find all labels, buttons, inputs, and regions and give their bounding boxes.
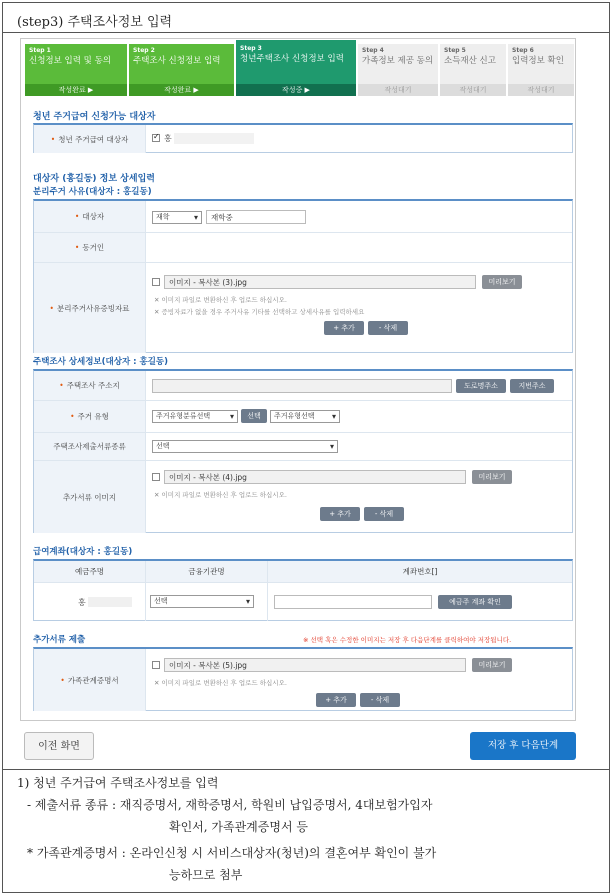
step-number: Step 3 (240, 45, 262, 52)
extra-image-note: ✕ 이미지 파일로 변환하신 후 업로드 하십시오. (154, 491, 287, 499)
cohabit-label: 동거인 (82, 243, 105, 252)
housing-heading: 주택조사 상세정보(대상자 : 홍길동) (33, 357, 169, 367)
eligible-table (33, 123, 573, 153)
step-status: 작성중 ▶ (236, 84, 356, 96)
save-next-button[interactable]: 저장 후 다음단계 (470, 732, 576, 760)
family-cert-file-input[interactable]: 이미지 - 복사본 (5).jpg (164, 658, 466, 672)
col-account: 계좌번호[] (402, 567, 438, 576)
family-cert-label: 가족관계증명서 (67, 675, 119, 685)
eligible-checkbox[interactable]: ✓ (153, 132, 160, 141)
document-title: (step3) 주택조사정보 입력 (3, 3, 609, 33)
target-input[interactable]: 재학중 (206, 210, 306, 224)
description-line-5: 능하므로 첨부 (169, 868, 243, 882)
extra-docs-table: • 가족관계증명서 이미지 - 복사본 (5).jpg 미리보기 ✕ 이미지 파일로 변환하신 후 업로드 하십시오. + 추가 - 삭제 (33, 647, 573, 711)
step-number: Step 6 (512, 47, 534, 54)
extra-image-checkbox[interactable] (152, 473, 160, 481)
step-number: Step 4 (362, 47, 384, 54)
step-status: 작성대기 (440, 84, 506, 96)
step-2[interactable] (129, 44, 234, 96)
step-title: 가족정보 제공 동의 (362, 56, 434, 66)
step-1[interactable] (25, 44, 127, 96)
extra-image-add-button[interactable]: + 추가 (320, 507, 360, 521)
proof-file-input[interactable]: 이미지 - 복사본 (3).jpg (164, 275, 476, 289)
step-title: 청년주택조사 신청정보 입력 (240, 54, 344, 64)
col-holder: 예금주명 (34, 561, 146, 583)
bank-cell (146, 583, 268, 621)
extra-image-delete-button[interactable]: - 삭제 (364, 507, 404, 521)
col-bank: 금융기관명 (146, 561, 268, 583)
housing-table: • 주택조사 주소지 도로명주소 지번주소 • 주거 유형 주거유형분류선택 ▾ 선택 주거유형선택 ▾ 주택조사제출서류종류 선택 ▾ 추가서류 이미지 이미지 - 복사본 (4).jpg 미리보기 ✕ 이미지 파일로 변환하신 후 업로드 하십시오. + 추가 - 삭제 (33, 369, 573, 533)
housing-type-select[interactable]: 주거유형선택 ▾ (270, 410, 340, 423)
prev-screen-button[interactable]: 이전 화면 (24, 732, 94, 760)
road-address-button[interactable]: 도로명주소 (456, 379, 506, 393)
step-status: 작성완료 ▶ (25, 84, 127, 96)
description-line-1: 1) 청년 주거급여 주택조사정보를 입력 (17, 776, 219, 790)
account-number-input[interactable] (274, 595, 432, 609)
separate-reason-heading: 분리주거 사유(대상자 : 홍길동) (33, 187, 152, 197)
description-line-3: 확인서, 가족관계증명서 등 (169, 820, 308, 834)
housing-type-label: 주거 유형 (77, 412, 109, 421)
extra-image-preview-button[interactable]: 미리보기 (472, 470, 512, 484)
step-title: 주택조사 신청정보 입력 (133, 56, 221, 66)
address-label: 주택조사 주소지 (66, 381, 120, 390)
verify-account-button[interactable]: 예금주 계좌 확인 (438, 595, 512, 609)
detail-heading: 대상자 (홍길동) 정보 상세입력 (33, 174, 155, 184)
step-status: 작성대기 (508, 84, 574, 96)
step-title: 신청정보 입력 및 동의 (29, 56, 112, 66)
bank-select[interactable]: 선택 ▾ (150, 595, 254, 608)
proof-checkbox[interactable] (152, 278, 160, 286)
family-cert-delete-button[interactable]: - 삭제 (360, 693, 400, 707)
masked-name (174, 133, 254, 144)
step-status: 작성완료 ▶ (129, 84, 234, 96)
holder-name: 홍 (78, 598, 86, 607)
family-cert-note: ✕ 이미지 파일로 변환하신 후 업로드 하십시오. (154, 679, 287, 687)
step-number: Step 5 (444, 47, 466, 54)
description-box (3, 769, 609, 882)
holder-cell (34, 583, 146, 621)
proof-label: 분리주거사유증빙자료 (56, 303, 130, 313)
lot-address-button[interactable]: 지번주소 (510, 379, 554, 393)
step-4[interactable] (358, 44, 438, 96)
housing-type-choose-button[interactable]: 선택 (241, 409, 267, 423)
account-table (33, 559, 573, 621)
step-status: 작성대기 (358, 84, 438, 96)
step-5[interactable] (440, 44, 506, 96)
step-title: 입력정보 확인 (512, 56, 564, 66)
extra-image-file-input[interactable]: 이미지 - 복사본 (4).jpg (164, 470, 466, 484)
family-cert-add-button[interactable]: + 추가 (316, 693, 356, 707)
proof-delete-button[interactable]: - 삭제 (368, 321, 408, 335)
step-6[interactable] (508, 44, 574, 96)
proof-note-2: ✕ 증빙자료가 없을 경우 주거사유 기타를 선택하고 상세사유를 입력하세요 (154, 308, 365, 316)
account-heading: 급여계좌(대상자 : 홍길동) (33, 547, 133, 557)
step-title: 소득재산 신고 (444, 56, 496, 66)
family-cert-preview-button[interactable]: 미리보기 (472, 658, 512, 672)
step-number: Step 2 (133, 47, 155, 54)
save-warning: ※ 선택 혹은 수정한 이미지는 저장 후 다음단계를 클릭하여야 저장됩니다. (303, 636, 512, 644)
extra-image-label: 추가서류 이미지 (62, 492, 117, 502)
proof-add-button[interactable]: + 추가 (324, 321, 364, 335)
masked-holder (88, 597, 132, 607)
family-cert-checkbox[interactable] (152, 661, 160, 669)
app-screen (18, 38, 578, 768)
eligible-name: 홍 (164, 134, 172, 143)
description-line-2: - 제출서류 종류 : 재직증명서, 재학증명서, 학원비 납입증명서, 4대보험가입자 (27, 798, 433, 812)
step-number: Step 1 (29, 47, 51, 54)
separate-reason-table: • 대상자 재학 ▾ 재학중 • 동거인 • 분리주거사유증빙자료 이미지 - 복사본 (3).jpg 미리보기 ✕ 이미지 파일로 변환하신 후 업로드 하십시오. ✕ 증빙자료가 없을 경우 주거사유 기타를 선택하고 상세사유를 입력하세요 + 추가 - 삭제 (33, 199, 573, 353)
eligible-label: • 청년 주거급여 대상자 (34, 125, 146, 153)
proof-note-1: ✕ 이미지 파일로 변환하신 후 업로드 하십시오. (154, 296, 287, 304)
extra-docs-heading: 추가서류 제출 (33, 635, 86, 645)
description-line-4: * 가족관계증명서 : 온라인신청 시 서비스대상자(청년)의 결혼여부 확인이 불가 (27, 846, 437, 860)
step-3[interactable] (236, 40, 356, 96)
address-input[interactable] (152, 379, 452, 393)
proof-preview-button[interactable]: 미리보기 (482, 275, 522, 289)
target-select[interactable]: 재학 ▾ (152, 211, 202, 224)
form-panel (20, 38, 576, 721)
eligible-heading: 청년 주거급여 신청가능 대상자 (33, 112, 156, 122)
document-type-select[interactable]: 선택 ▾ (152, 440, 338, 453)
housing-type-category-select[interactable]: 주거유형분류선택 ▾ (152, 410, 238, 423)
target-label: 대상자 (82, 212, 105, 221)
document-type-label: 주택조사제출서류종류 (53, 442, 126, 451)
